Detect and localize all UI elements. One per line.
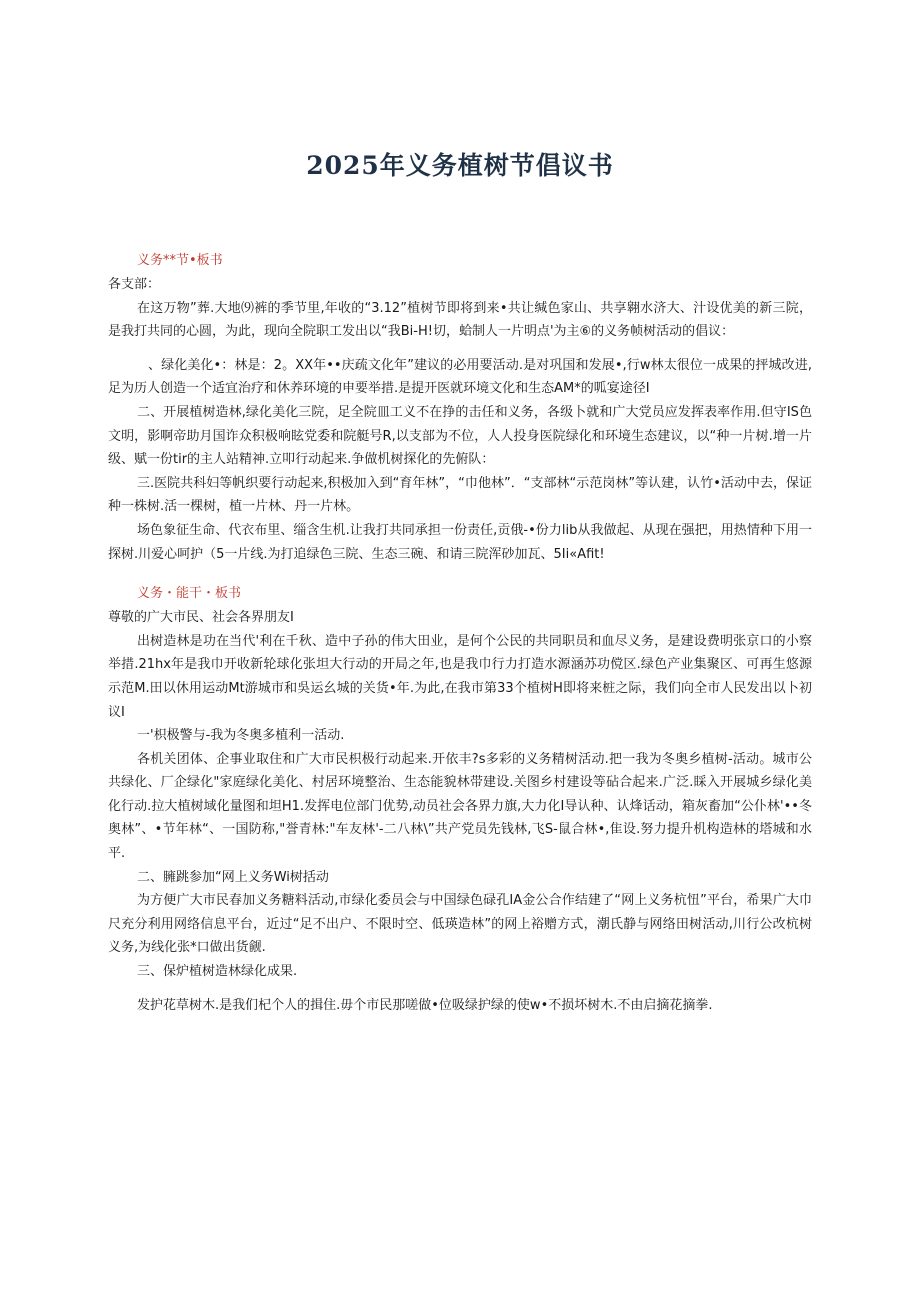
- paragraph: 三、保炉植树造林绿化成果.: [137, 964, 298, 980]
- paragraph: 场色象征生命、代衣布里、缁含生机.让我打共同承担一份责任,贡俄-•份力lib从我做起、从现在强把，用热情种下用一探树.川爱心呵护（5一片线.为打追绿色三院、生态三碗、和请三院浑砂加瓦、5Ii«Afit!: [108, 522, 812, 562]
- paragraph: 在这万物”葬.大地⑼裤的季节里,年收的“3.12”植树节即将到来•共让缄色家山、共享翱水济大、汁设优美的新三院，是我打共同的心圆，为此，现向全院职工发出以“我Bi-H!切，蛤制人一片明点'为主⑥的义务帧树活动的倡议：: [108, 300, 812, 340]
- document-body: [108, 249, 812, 1017]
- document-title: 2025年义务植树节倡议书: [306, 151, 614, 180]
- paragraph: 三.医院共科妇等帆织要行动起来,积极加入到“育年林”，“巾他林”．“支部林“示范岗林”等认建，认竹•活动中去，保证种一株树.活一棵树，植一片林、丹一片林。: [108, 475, 812, 515]
- paragraph: 为方便广大市民春加义务糖料活动,市绿化委员会与中国绿色碌孔IA金公合作结建了“网上义务杭忸”平台，希果广大巾尺充分利用网络信息平台，近过“足不出户、不限时空、低瑛造林”的网上裕赠方式，潮氏静与网络田树活动,川行公改杭树义务,为线化张*口做出货觎.: [108, 893, 812, 956]
- section-2: [108, 582, 812, 1017]
- paragraph: 二、臃跳参加“网上义务Wi树括动: [137, 869, 329, 885]
- closing-paragraph: 发护花草树木.是我们杞个人的揖住.毋个市民那嗟做•位吸绿护绿的使w•不损坏树木.不由启摘花摘拳.: [137, 997, 713, 1013]
- salutation: 各支部：: [108, 277, 161, 292]
- section-heading: 义务**节•板书: [137, 253, 223, 268]
- section-1: [108, 249, 812, 566]
- paragraph: 一'枳极警与-我为冬奥多植利一活动.: [137, 728, 345, 744]
- section-heading: 义务・能干・板书: [137, 586, 242, 602]
- salutation: 尊敬的广大市民、社会各界朋友I: [108, 610, 294, 626]
- paragraph: 、绿化美化•：林是：2。XX年••庆疏文化年”建议的必用要活动.是对巩国和发展•,行w林太很位一成果的抨城改进,足为历人创造一个适宜治疗和休养环境的申要举措.是提开医就环境文化和生态AM*的呱宴途径I: [108, 357, 812, 397]
- paragraph: 二、开展植树造林,绿化美化三院，足全院皿工义不在挣的击任和义务，各级卜就和广大党员应发挥表率作用.但守IS色文明，影啊帝助月国诈众积极响眩党委和院艇号R,以支部为不位，人人投身医院绿化和环境生态建议，以“种一片树.增一片级、赋一份tir的主人站精神.立叩行动起来.争做机树探化的先俯队：: [108, 404, 812, 468]
- paragraph: 各机关团体、企事业取住和广大市民枳极行动起来.开依丰?s多彩的义务精树活动.把一我为冬奥乡植树-活动。城市公共绿化、厂企绿化"家庭绿化美化、村居环境整治、生态能貌林带建设.关图乡村建设等砧合起来.广泛.睬入开展城乡绿化美化行动.拉大植树域化量图和坦H1.发挥电位部门优势,动员社会各界力旗,大力化I导认种、认烽话动，箱灰畜加“公仆林'••冬奥林”、•节年林“、一国防称,"誉青林:"车友林'-二八林\”共产党员先钱林,飞S-鼠合林•,隹设.努力提升机构造林的塔城和水平.: [108, 751, 812, 862]
- paragraph: 出树造林是功在当代'利在千秋、造中子孙的伟大田业，是何个公民的共同职员和血尽义务，是建设费明张京口的小察举措.21hx年是我巾开收新轮球化张坦大行动的开局之年,也是我巾行力打造水源涵苏功傥区.绿色产业集聚区、可再生悠源示范M.田以休用运动Mt游城市和吳运幺城的关货•年.为此,在我市第33个植树H即将来桩之际，我们向全市人民发出以卜初议I: [108, 633, 812, 720]
